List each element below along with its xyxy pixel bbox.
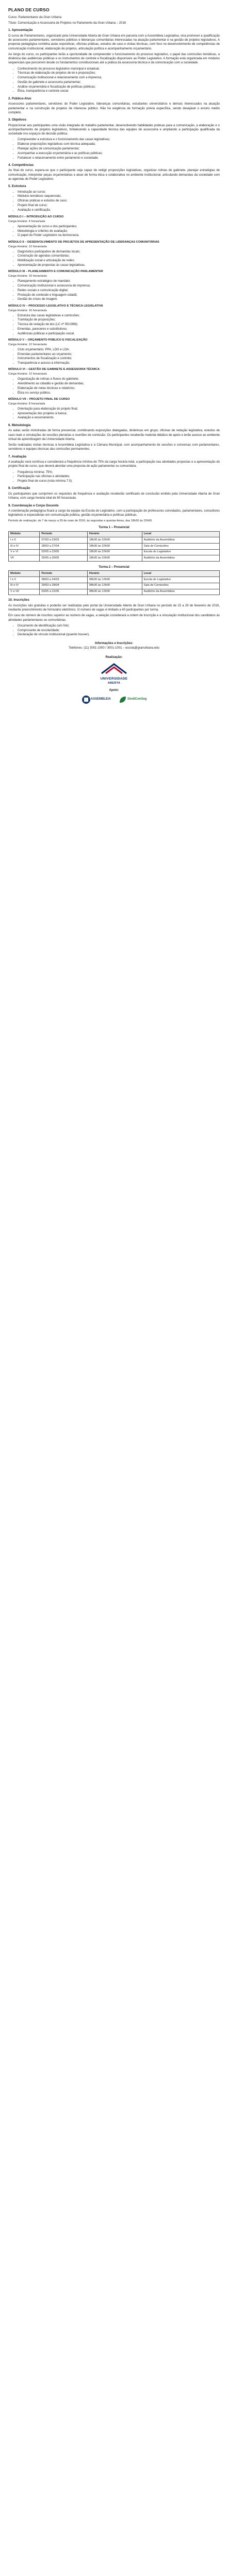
module-block (8, 304, 220, 336)
list-item: • Redes sociais e comunicação digital; (18, 289, 220, 293)
evaluation-paragraph: A avaliação será contínua e considerará a frequência mínima de 75% da carga horária total, a participação nas atividades propostas e a apresentação do projeto final de curso, que deverá abordar uma proposta de ação parlamentar ou comunitária. (8, 461, 220, 468)
university-logo (99, 662, 129, 686)
table-cell: 18h30 às 22h00 (87, 555, 142, 562)
list-item: • Análise orçamentária e fiscalização de políticas públicas; (18, 85, 220, 89)
section-paragraph: O curso de Parlamentares, organizado pela Universidade Aberta de Gran Urbana em parceria com a Assembleia Legislativa, visa promover a qualificação de assessores parlamentares, servidores públicos e lideranças comunitárias interessadas na atuação parlamentar e na gestão de projetos legislativos. A proposta pedagógica combina aulas expositivas, oficinas práticas, estudos de caso e visitas técnicas, com foco no desenvolvimento de competências de comunicação institucional, elaboração de projetos, articulação política e acompanhamento orçamentário. (8, 34, 220, 50)
table-cell: 03/05 a 31/05 (40, 589, 87, 595)
list-item: • Apresentação de propostas às casas legislativas. (18, 263, 220, 267)
table-header-cell: Local (142, 571, 219, 577)
table-header-row (9, 571, 220, 577)
table-cell: 25/05 a 30/05 (40, 555, 87, 562)
partner-leaf-icon (118, 695, 127, 704)
table-header-row (9, 531, 220, 537)
module-title: MÓDULO VI – GESTÃO DE GABINETE E ASSESSORIA TÉCNICA (8, 368, 100, 371)
section-list (8, 67, 220, 94)
list-item: • O papel do Poder Legislativo na democracia. (18, 233, 220, 238)
table-cell: 02/05 a 23/05 (40, 549, 87, 555)
realization-label: Realização: (105, 656, 123, 659)
table-cell: Sala de Comissões (142, 583, 219, 589)
enrollment-section (8, 598, 220, 637)
enrollment-paragraph: As inscrições são gratuitas e poderão ser realizadas pelo portal da Universidade Aberta de Gran Urbana no período de 15 a 29 de fevereiro de 2016, mediante preenchimento de formulário eletrônico. O número de vagas é limitado a 40 participantes por turma. (8, 604, 220, 612)
contact-block (8, 641, 220, 651)
table-header-cell: Período (40, 571, 87, 577)
list-item: • Introdução ao curso; (18, 190, 220, 194)
module-topics (8, 407, 220, 420)
list-item: • Ética no serviço público. (18, 391, 220, 395)
list-item: • Técnica de redação de leis (LC nº 95/1998); (18, 323, 220, 327)
section-title: 3. Objetivos (8, 118, 27, 122)
table-header-cell: Período (40, 531, 87, 537)
table-caption: Turma 1 – Presencial (99, 526, 129, 530)
module-title: MÓDULO V – ORÇAMENTO PÚBLICO E FISCALIZAÇÃO (8, 338, 88, 342)
module-workload: Carga Horária: 12 horas/aula (8, 343, 47, 346)
module-block (8, 241, 220, 268)
list-item: • Conhecimento do processo legislativo municipal e estadual; (18, 67, 220, 71)
contact-text: Telefones: (11) 3001-1000 / 3001-1001 – escola@granurbana.edu (69, 647, 159, 650)
table-caption: Turma 2 – Presencial (99, 566, 129, 569)
list-item: • Instrumentos de fiscalização e controle; (18, 357, 220, 361)
schedule-tables (8, 524, 220, 595)
certification-paragraph: Os participantes que cumprirem os requisitos de frequência e avaliação receberão certificado de conclusão emitido pela Universidade Aberta de Gran Urbana, com carga horária total de 80 horas/aula. (8, 493, 220, 500)
module-title: MÓDULO IV – PROCESSO LEGISLATIVO E TÉCNICA LEGISLATIVA (8, 304, 103, 308)
list-item: • Organização de rotinas e fluxos do gabinete; (18, 377, 220, 381)
section-block (8, 118, 220, 160)
module-workload: Carga Horária: 16 horas/aula (8, 275, 47, 278)
university-emblem-icon (99, 662, 129, 675)
table-cell: III e IV (9, 544, 40, 550)
module-block (8, 338, 220, 366)
list-item: • Comunicação institucional e assessoria de imprensa; (18, 284, 220, 288)
module-workload: Carga Horária: 12 horas/aula (8, 245, 47, 248)
document-page (0, 0, 228, 717)
modules-list (8, 215, 220, 420)
section-block (8, 184, 220, 212)
section-paragraph: Proporcionar aos participantes uma visão integrada do trabalho parlamentar, desenvolvendo habilidades práticas para a comunicação, a elaboração e o acompanhamento de projetos legislativos, fortalecendo a capacidade técnica das equipes de assessoria e ampliando a participação qualificada da sociedade nos espaços de decisão pública. (8, 124, 220, 136)
list-item: • Documento de identificação com foto; (18, 624, 220, 628)
table-cell: 08/03 a 24/03 (40, 577, 87, 583)
list-item: • Ética, transparência e controle social. (18, 89, 220, 93)
table-cell: I e II (9, 537, 40, 544)
partner-logo-2 (118, 695, 146, 704)
list-item: • Frequência mínima: 75%; (18, 470, 220, 474)
module-workload: Carga Horária: 16 horas/aula (8, 309, 47, 312)
table-cell: 18h30 às 22h00 (87, 537, 142, 544)
table-cell: 29/03 a 28/04 (40, 583, 87, 589)
list-item: • Construção de agendas comunitárias; (18, 254, 220, 258)
module-block (8, 368, 220, 395)
module-workload: Carga Horária: 4 horas/aula (8, 219, 45, 223)
module-topics (8, 377, 220, 395)
table-cell: Auditório da Assembleia (142, 537, 219, 544)
list-item: • Transparência e acesso à informação. (18, 361, 220, 365)
list-item: • Declaração de vínculo institucional (quando houver). (18, 633, 220, 637)
partner-logo-1 (82, 695, 111, 704)
list-item: • Mobilização social e articulação de redes; (18, 259, 220, 263)
module-topics (8, 225, 220, 238)
table-cell: Escola do Legislativo (142, 577, 219, 583)
section-paragraph: Ao final do curso, espera-se que o participante seja capaz de redigir proposições legislativas, organizar rotinas de gabinete, planejar estratégias de comunicação, interpretar peças orçamentárias e atuar de forma ética e colaborativa no ambiente institucional, articulando demandas da sociedade com as agendas do Poder Legislativo. (8, 169, 220, 181)
table-cell: I e II (9, 577, 40, 583)
list-item: • Módulos temáticos sequenciais; (18, 194, 220, 198)
coordination-title: 9. Coordenação e Corpo Docente (8, 503, 59, 507)
list-item: • Orientação para elaboração do projeto final; (18, 407, 220, 411)
section-title: 5. Estrutura (8, 184, 26, 189)
certification-section (8, 486, 220, 500)
list-item: • Oficinas práticas e estudos de caso; (18, 199, 220, 203)
list-item: • Comprovante de escolaridade; (18, 629, 220, 633)
list-item: • Participação nas oficinas e atividades; (18, 474, 220, 479)
support-label: Apoio: (109, 689, 119, 692)
module-topics (8, 250, 220, 268)
certification-title: 8. Certificação (8, 486, 30, 490)
table-header-cell: Local (142, 531, 219, 537)
table-cell: Auditório da Assembleia (142, 589, 219, 595)
schedule-table (8, 524, 220, 562)
table-header-cell: Horário (87, 531, 142, 537)
methodology-paragraph: Serão realizadas visitas técnicas à Assembleia Legislativa e à Câmara Municipal, com acompanhamento de sessões e conversas com parlamentares, servidores e equipes técnicas das comissões permanentes. (8, 444, 220, 451)
table-header-cell: Módulo (9, 531, 40, 537)
table-cell: VII (9, 555, 40, 562)
list-item: • Ciclo orçamentário: PPA, LDO e LOA; (18, 348, 220, 352)
schedule-note: Período de realização: de 7 de março a 30 de maio de 2016, às segundas e quartas-feiras, das 18h30 às 22h00. (8, 519, 153, 522)
table-cell: Sala de Comissões (142, 544, 219, 550)
table-cell: V a VII (9, 589, 40, 595)
module-workload: Carga Horária: 12 horas/aula (8, 372, 47, 376)
table-row (9, 577, 220, 583)
module-title: MÓDULO II – DESENVOLVIMENTO DE PROJETOS DE APRESENTAÇÃO DE LIDERANÇAS COMUNITÁRIAS (8, 240, 159, 244)
table-cell: 08h30 às 12h00 (87, 577, 142, 583)
list-item: • Apresentação dos projetos à banca; (18, 412, 220, 416)
list-item: • Gestão de gabinete e assessoria parlamentar; (18, 80, 220, 84)
list-item: • Emendas parlamentares ao orçamento; (18, 352, 220, 357)
section-list (8, 138, 220, 160)
table-cell: 18h30 às 22h00 (87, 549, 142, 555)
section-block (8, 28, 220, 94)
module-block (8, 215, 220, 238)
list-item: • Projeto final de curso; (18, 204, 220, 208)
list-item: • Acompanhar a execução orçamentária e as políticas públicas; (18, 151, 220, 156)
university-name: UNIVERSIDADE (100, 676, 128, 681)
section-block (8, 163, 220, 181)
list-item: • Atendimento ao cidadão e gestão de demandas; (18, 382, 220, 386)
table-cell: Escola do Legislativo (142, 549, 219, 555)
list-item: • Planejar ações de comunicação parlamentar; (18, 147, 220, 151)
university-subname: ABERTA (107, 681, 121, 685)
methodology-title: 6. Metodologia (8, 423, 31, 427)
realization-logos (8, 662, 220, 686)
list-item: • Diagnóstico participativo de demandas locais; (18, 250, 220, 254)
evaluation-title: 7. Avaliação (8, 454, 27, 459)
methodology-section (8, 423, 220, 452)
list-item: • Elaborar proposições legislativas com técnica adequada; (18, 142, 220, 146)
module-workload: Carga Horária: 8 horas/aula (8, 402, 45, 405)
schedule-table (8, 564, 220, 595)
table-row (9, 589, 220, 595)
sections (8, 28, 220, 212)
list-item: • Fortalecer o relacionamento entre parlamento e sociedade. (18, 156, 220, 160)
table-cell: 08h30 às 12h00 (87, 583, 142, 589)
enrollment-list (8, 624, 220, 637)
module-block (8, 398, 220, 420)
enrollment-paragraph: Em caso de número de inscritos superior ao número de vagas, a seleção considerará a ordem de inscrição e a vinculação institucional dos candidatos às atividades parlamentares ou comunitárias. (8, 614, 220, 622)
table-cell: Auditório da Assembleia (142, 555, 219, 562)
module-title: MÓDULO III – PLANEJAMENTO E COMUNICAÇÃO PARLAMENTAR (8, 270, 103, 274)
list-item: • Metodologia e critérios de avaliação; (18, 229, 220, 233)
table-cell: III e IV (9, 583, 40, 589)
module-title: MÓDULO VII – PROJETO FINAL DE CURSO (8, 397, 70, 401)
section-list (8, 190, 220, 212)
coordination-section (8, 504, 220, 518)
table-cell: V e VI (9, 549, 40, 555)
module-topics (8, 279, 220, 301)
list-item: • Comunicação institucional e relacionamento com a imprensa; (18, 76, 220, 80)
section-title: 1. Apresentação (8, 28, 33, 32)
table-cell: 28/03 a 27/04 (40, 544, 87, 550)
partner-emblem-icon (82, 695, 91, 704)
list-item: • Planejamento estratégico de mandato; (18, 279, 220, 283)
contact-label: Informações e Inscrições: (94, 641, 134, 645)
evaluation-section (8, 455, 220, 484)
table-row (9, 537, 220, 544)
module-title: MÓDULO I – INTRODUÇÃO AO CURSO (8, 215, 64, 218)
list-item: • Emendas, pareceres e substitutivos; (18, 327, 220, 331)
enrollment-title: 10. Inscrições (8, 598, 29, 602)
module-topics (8, 314, 220, 336)
footer (8, 655, 220, 704)
module-block (8, 270, 220, 301)
list-item: • Compreender a estrutura e o funcionamento das casas legislativas; (18, 138, 220, 142)
list-item: • Projeto final de curso (nota mínima 7,0). (18, 479, 220, 483)
table-row (9, 583, 220, 589)
list-item: • Avaliação e encerramento. (18, 416, 220, 420)
section-title: 4. Competências (8, 163, 34, 167)
section-title: 2. Público-Alvo (8, 96, 31, 100)
table-header-cell: Horário (87, 571, 142, 577)
methodology-paragraph: As aulas serão ministradas de forma presencial, combinando exposições dialogadas, dinâmicas em grupo, oficinas de redação legislativa, estudos de caso reais e simulações de sessões plenárias e reuniões de comissão. Os participantes receberão material didático de apoio e terão acesso ao ambiente virtual de aprendizagem da Universidade Aberta. (8, 429, 220, 441)
list-item: • Apresentação do curso e dos participantes; (18, 225, 220, 229)
list-item: • Estrutura das casas legislativas e comissões; (18, 314, 220, 318)
table-header-cell: Módulo (9, 571, 40, 577)
module-topics (8, 348, 220, 366)
table-row (9, 549, 220, 555)
list-item: • Audiências públicas e participação social. (18, 332, 220, 336)
support-logos (8, 695, 220, 704)
document-title: PLANO DE CURSO (8, 7, 50, 12)
list-item: • Gestão de crises de imagem. (18, 297, 220, 301)
document-subtitle: Curso: Parlamentares da Gran Urbana (8, 15, 62, 19)
table-row (9, 555, 220, 562)
table-row (9, 544, 220, 550)
list-item: • Técnicas de elaboração de projetos de lei e proposições; (18, 71, 220, 75)
table-cell: 07/03 a 23/03 (40, 537, 87, 544)
document-intro: Título: Comunicação e Assessoria de Projetos no Parlamento da Gran Urbana – 2016 (8, 21, 126, 25)
evaluation-list (8, 470, 220, 484)
modules-section (8, 215, 220, 420)
section-block (8, 97, 220, 115)
table-cell: 18h30 às 22h00 (87, 544, 142, 550)
list-item: • Elaboração de notas técnicas e relatórios; (18, 386, 220, 391)
partner-name-2: SindiConSeg (127, 698, 147, 701)
list-item: • Tramitação de proposições; (18, 318, 220, 322)
list-item: • Produção de conteúdo e linguagem cidadã; (18, 293, 220, 297)
coordination-paragraph: A coordenação pedagógica ficará a cargo da equipe da Escola do Legislativo, com a participação de professores convidados, parlamentares, consultores legislativos e especialistas em comunicação pública, gestão orçamentária e políticas públicas. (8, 510, 220, 517)
table-cell: 08h30 às 12h00 (87, 589, 142, 595)
section-paragraph: Assessores parlamentares, servidores do Poder Legislativo, lideranças comunitárias, estudantes universitários e demais interessados na atuação parlamentar e na construção de projetos de interesse público. Não há exigência de formação prévia específica, sendo desejável o ensino médio completo. (8, 103, 220, 114)
partner-name-1: ASSEMBLEIA (90, 698, 111, 701)
list-item: • Avaliação e certificação. (18, 208, 220, 212)
section-paragraph: Ao longo do curso, os participantes terão a oportunidade de compreender o funcionamento do processo legislativo, o papel das comissões temáticas, a dinâmica das audiências públicas e os instrumentos de controle e fiscalização disponíveis ao Poder Legislativo. A formação está organizada em módulos sequenciais que percorrem desde os fundamentos constitucionais até a prática da assessoria técnica e da comunicação com a sociedade. (8, 53, 220, 65)
